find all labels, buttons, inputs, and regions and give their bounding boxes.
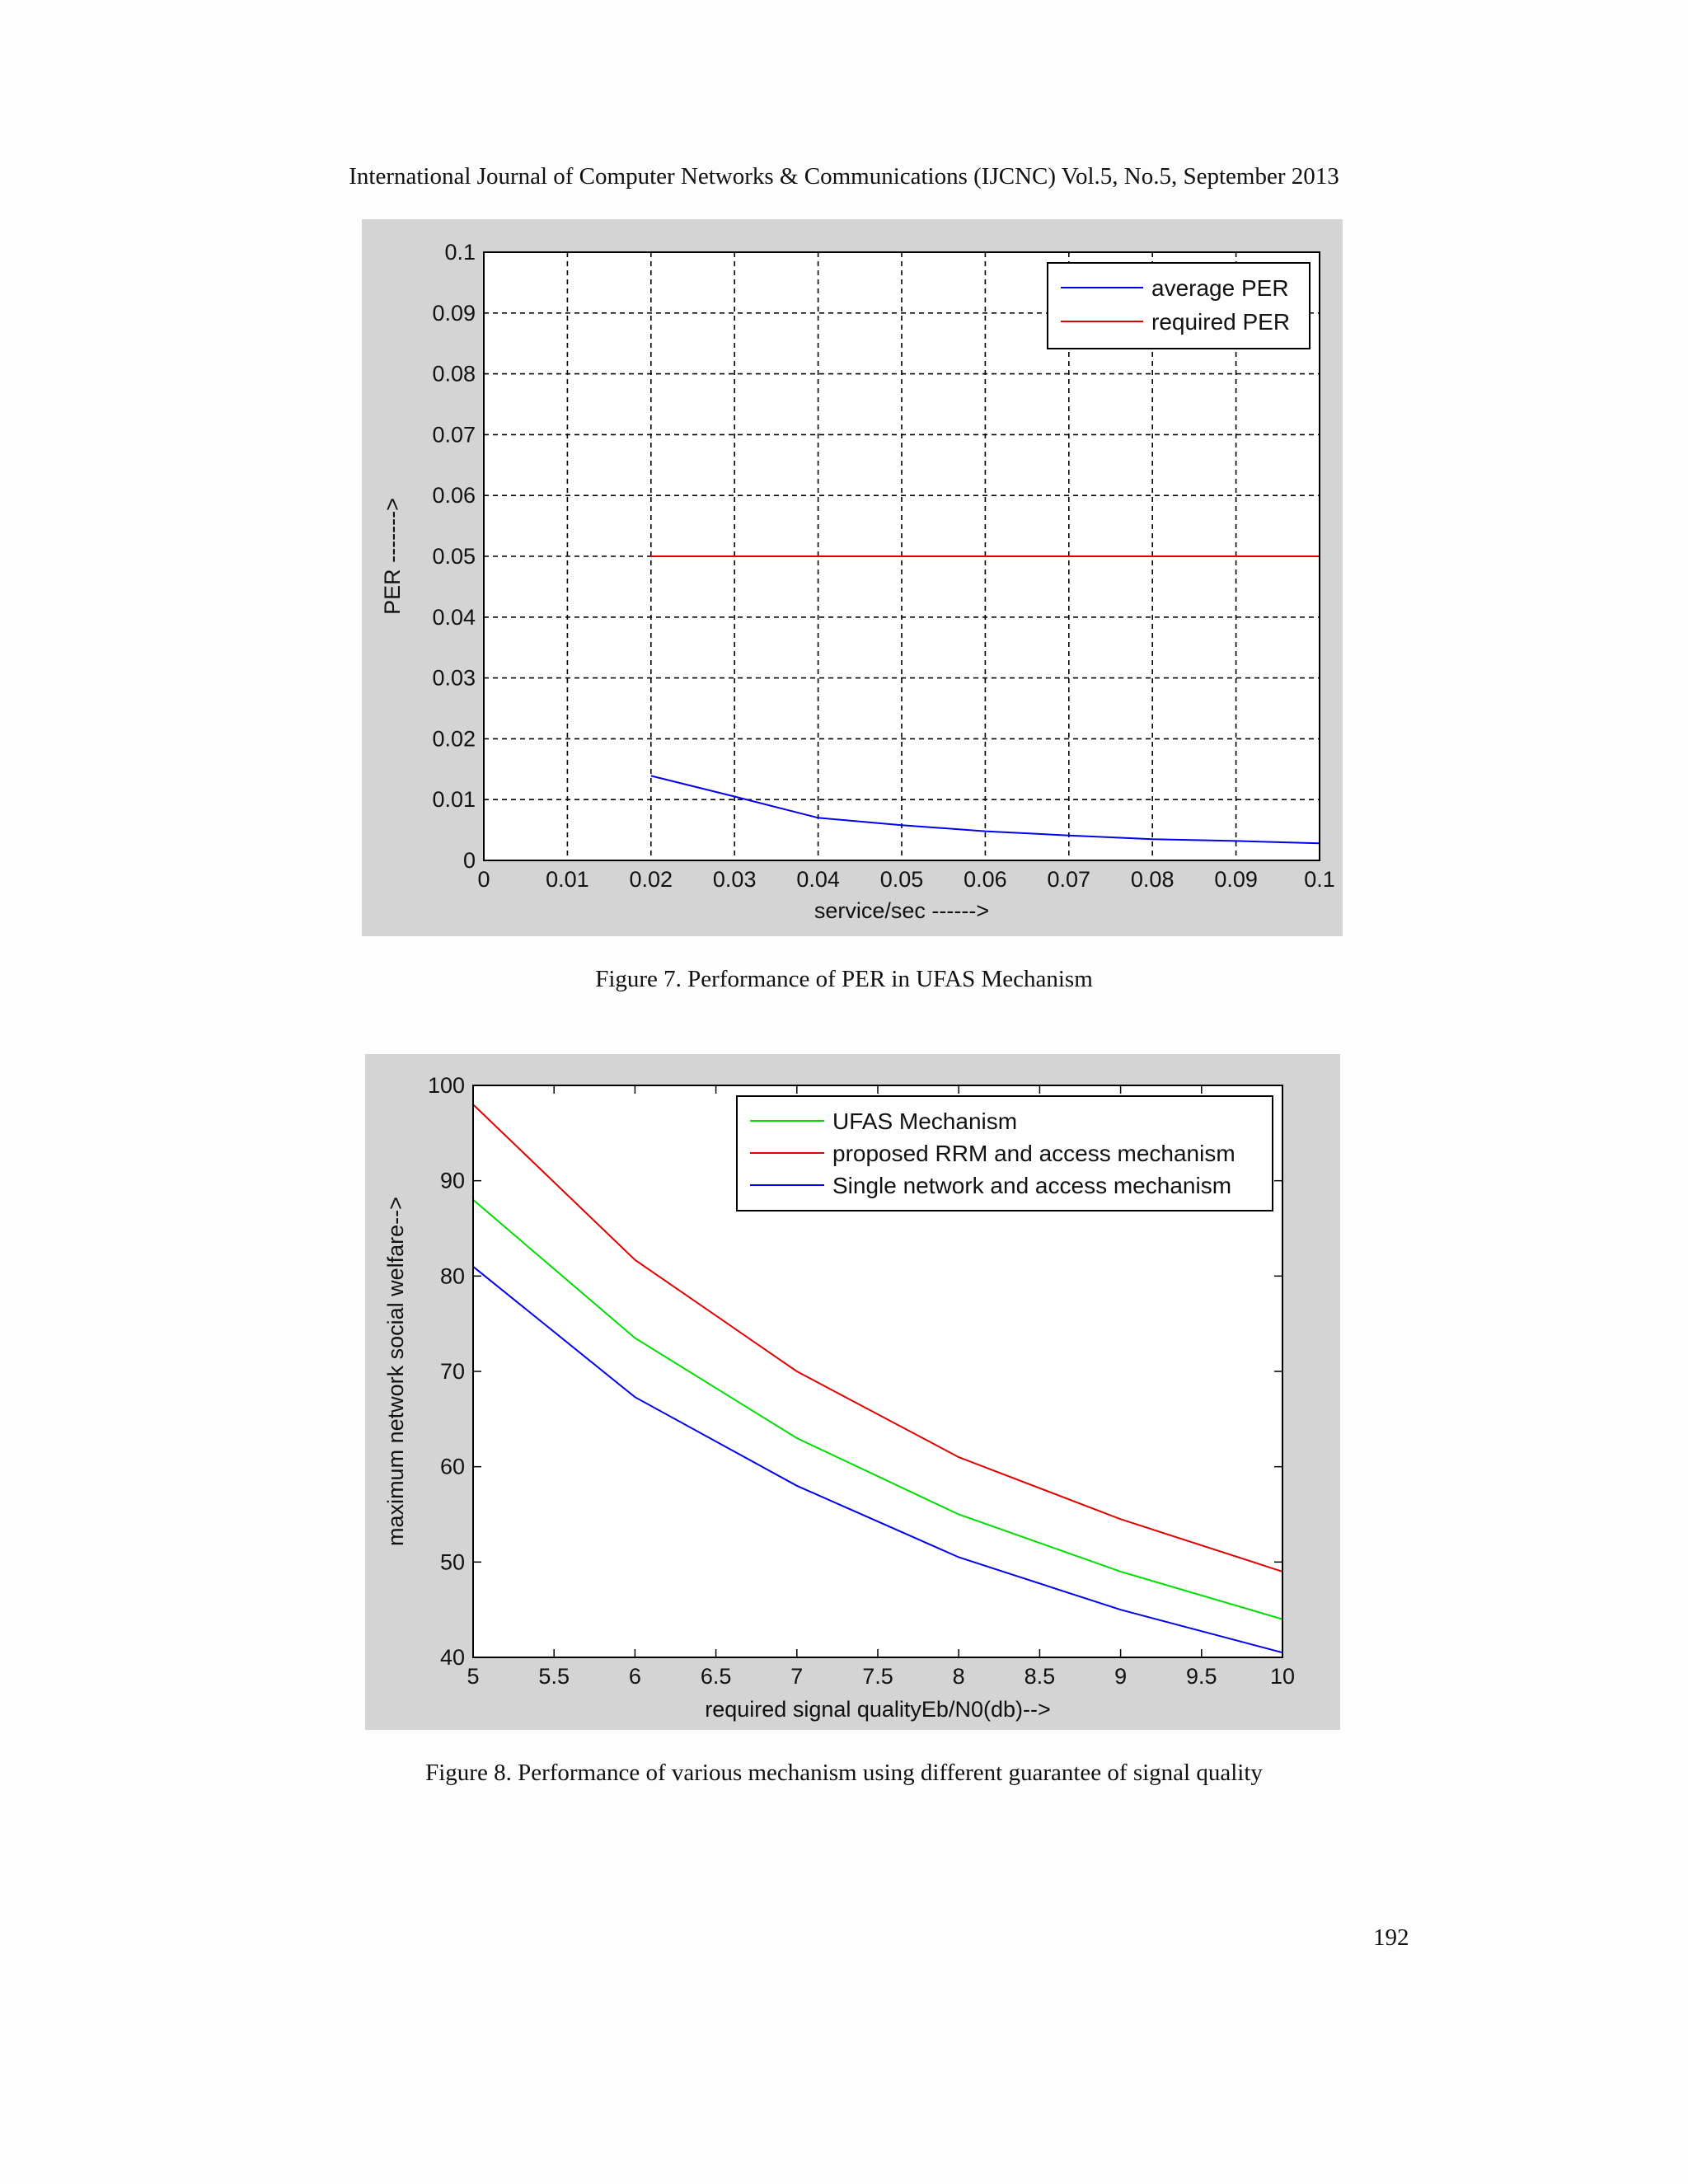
y-tick-label: 0.02 xyxy=(432,726,476,752)
x-tick-label: 9.5 xyxy=(1186,1664,1217,1689)
x-tick-label: 9 xyxy=(1114,1664,1128,1689)
x-tick-label: 0.01 xyxy=(546,867,589,892)
x-tick-label: 10 xyxy=(1269,1664,1296,1689)
y-tick-label: 0.08 xyxy=(432,361,476,387)
x-tick-label: 7 xyxy=(790,1664,804,1689)
y-tick-label: 0.1 xyxy=(444,240,476,265)
x-tick-label: 6.5 xyxy=(700,1664,732,1689)
y-tick-label: 50 xyxy=(439,1549,465,1575)
x-tick-label: 0.1 xyxy=(1304,867,1335,892)
x-tick-label: 0.09 xyxy=(1214,867,1258,892)
x-tick-label: 0.04 xyxy=(796,867,840,892)
x-tick-label: 7.5 xyxy=(862,1664,893,1689)
y-tick-label: 0.03 xyxy=(432,665,476,691)
figure-7-chart xyxy=(362,219,1343,936)
x-tick-label: 8.5 xyxy=(1024,1664,1056,1689)
y-tick-label: 0.09 xyxy=(432,300,476,326)
running-header: International Journal of Computer Networks & Communications (IJCNC) Vol.5, No.5, September 2013 xyxy=(349,163,1339,190)
x-tick-label: 0.06 xyxy=(964,867,1007,892)
y-axis-label: maximum network social welfare--> xyxy=(383,1197,408,1546)
y-tick-label: 70 xyxy=(439,1359,465,1384)
x-tick-label: 0 xyxy=(477,867,490,892)
x-tick-label: 5.5 xyxy=(538,1664,570,1689)
y-tick-label: 0.05 xyxy=(432,544,476,569)
y-tick-label: 80 xyxy=(439,1263,465,1289)
y-tick-label: 0.06 xyxy=(432,483,476,509)
y-tick-label: 90 xyxy=(439,1168,465,1193)
y-tick-label: 0.04 xyxy=(432,604,476,630)
x-tick-label: 0.03 xyxy=(712,867,757,892)
y-tick-label: 100 xyxy=(427,1073,465,1098)
y-tick-label: 0.07 xyxy=(432,422,476,448)
y-tick-label: 0.01 xyxy=(432,787,476,813)
legend-label: Single network and access mechanism xyxy=(832,1173,1232,1198)
x-tick-label: 0.02 xyxy=(629,867,673,892)
legend-label: proposed RRM and access mechanism xyxy=(832,1141,1236,1166)
legend-label: UFAS Mechanism xyxy=(832,1108,1018,1134)
figure-8-caption: Figure 8. Performance of various mechanism using different guarantee of signal quality xyxy=(425,1760,1263,1786)
legend-label: required PER xyxy=(1151,309,1291,335)
per-chart xyxy=(362,219,1343,936)
legend-label: average PER xyxy=(1151,275,1289,301)
y-tick-label: 40 xyxy=(439,1645,465,1670)
x-tick-label: 6 xyxy=(628,1664,641,1689)
y-axis-label: PER -------> xyxy=(380,498,405,615)
x-tick-label: 8 xyxy=(952,1664,965,1689)
x-tick-label: 0.07 xyxy=(1047,867,1091,892)
y-tick-label: 60 xyxy=(439,1454,465,1479)
x-axis-label: service/sec ------> xyxy=(814,898,990,923)
figure-7-caption: Figure 7. Performance of PER in UFAS Mechanism xyxy=(595,966,1093,992)
x-tick-label: 0.08 xyxy=(1130,867,1175,892)
x-tick-label: 5 xyxy=(467,1664,480,1689)
x-axis-label: required signal qualityEb/N0(db)--> xyxy=(705,1697,1051,1722)
y-tick-label: 0 xyxy=(462,848,476,873)
welfare-chart xyxy=(365,1054,1340,1730)
x-tick-label: 0.05 xyxy=(879,867,924,892)
page-number: 192 xyxy=(1373,1924,1409,1951)
figure-8-chart xyxy=(365,1054,1340,1730)
